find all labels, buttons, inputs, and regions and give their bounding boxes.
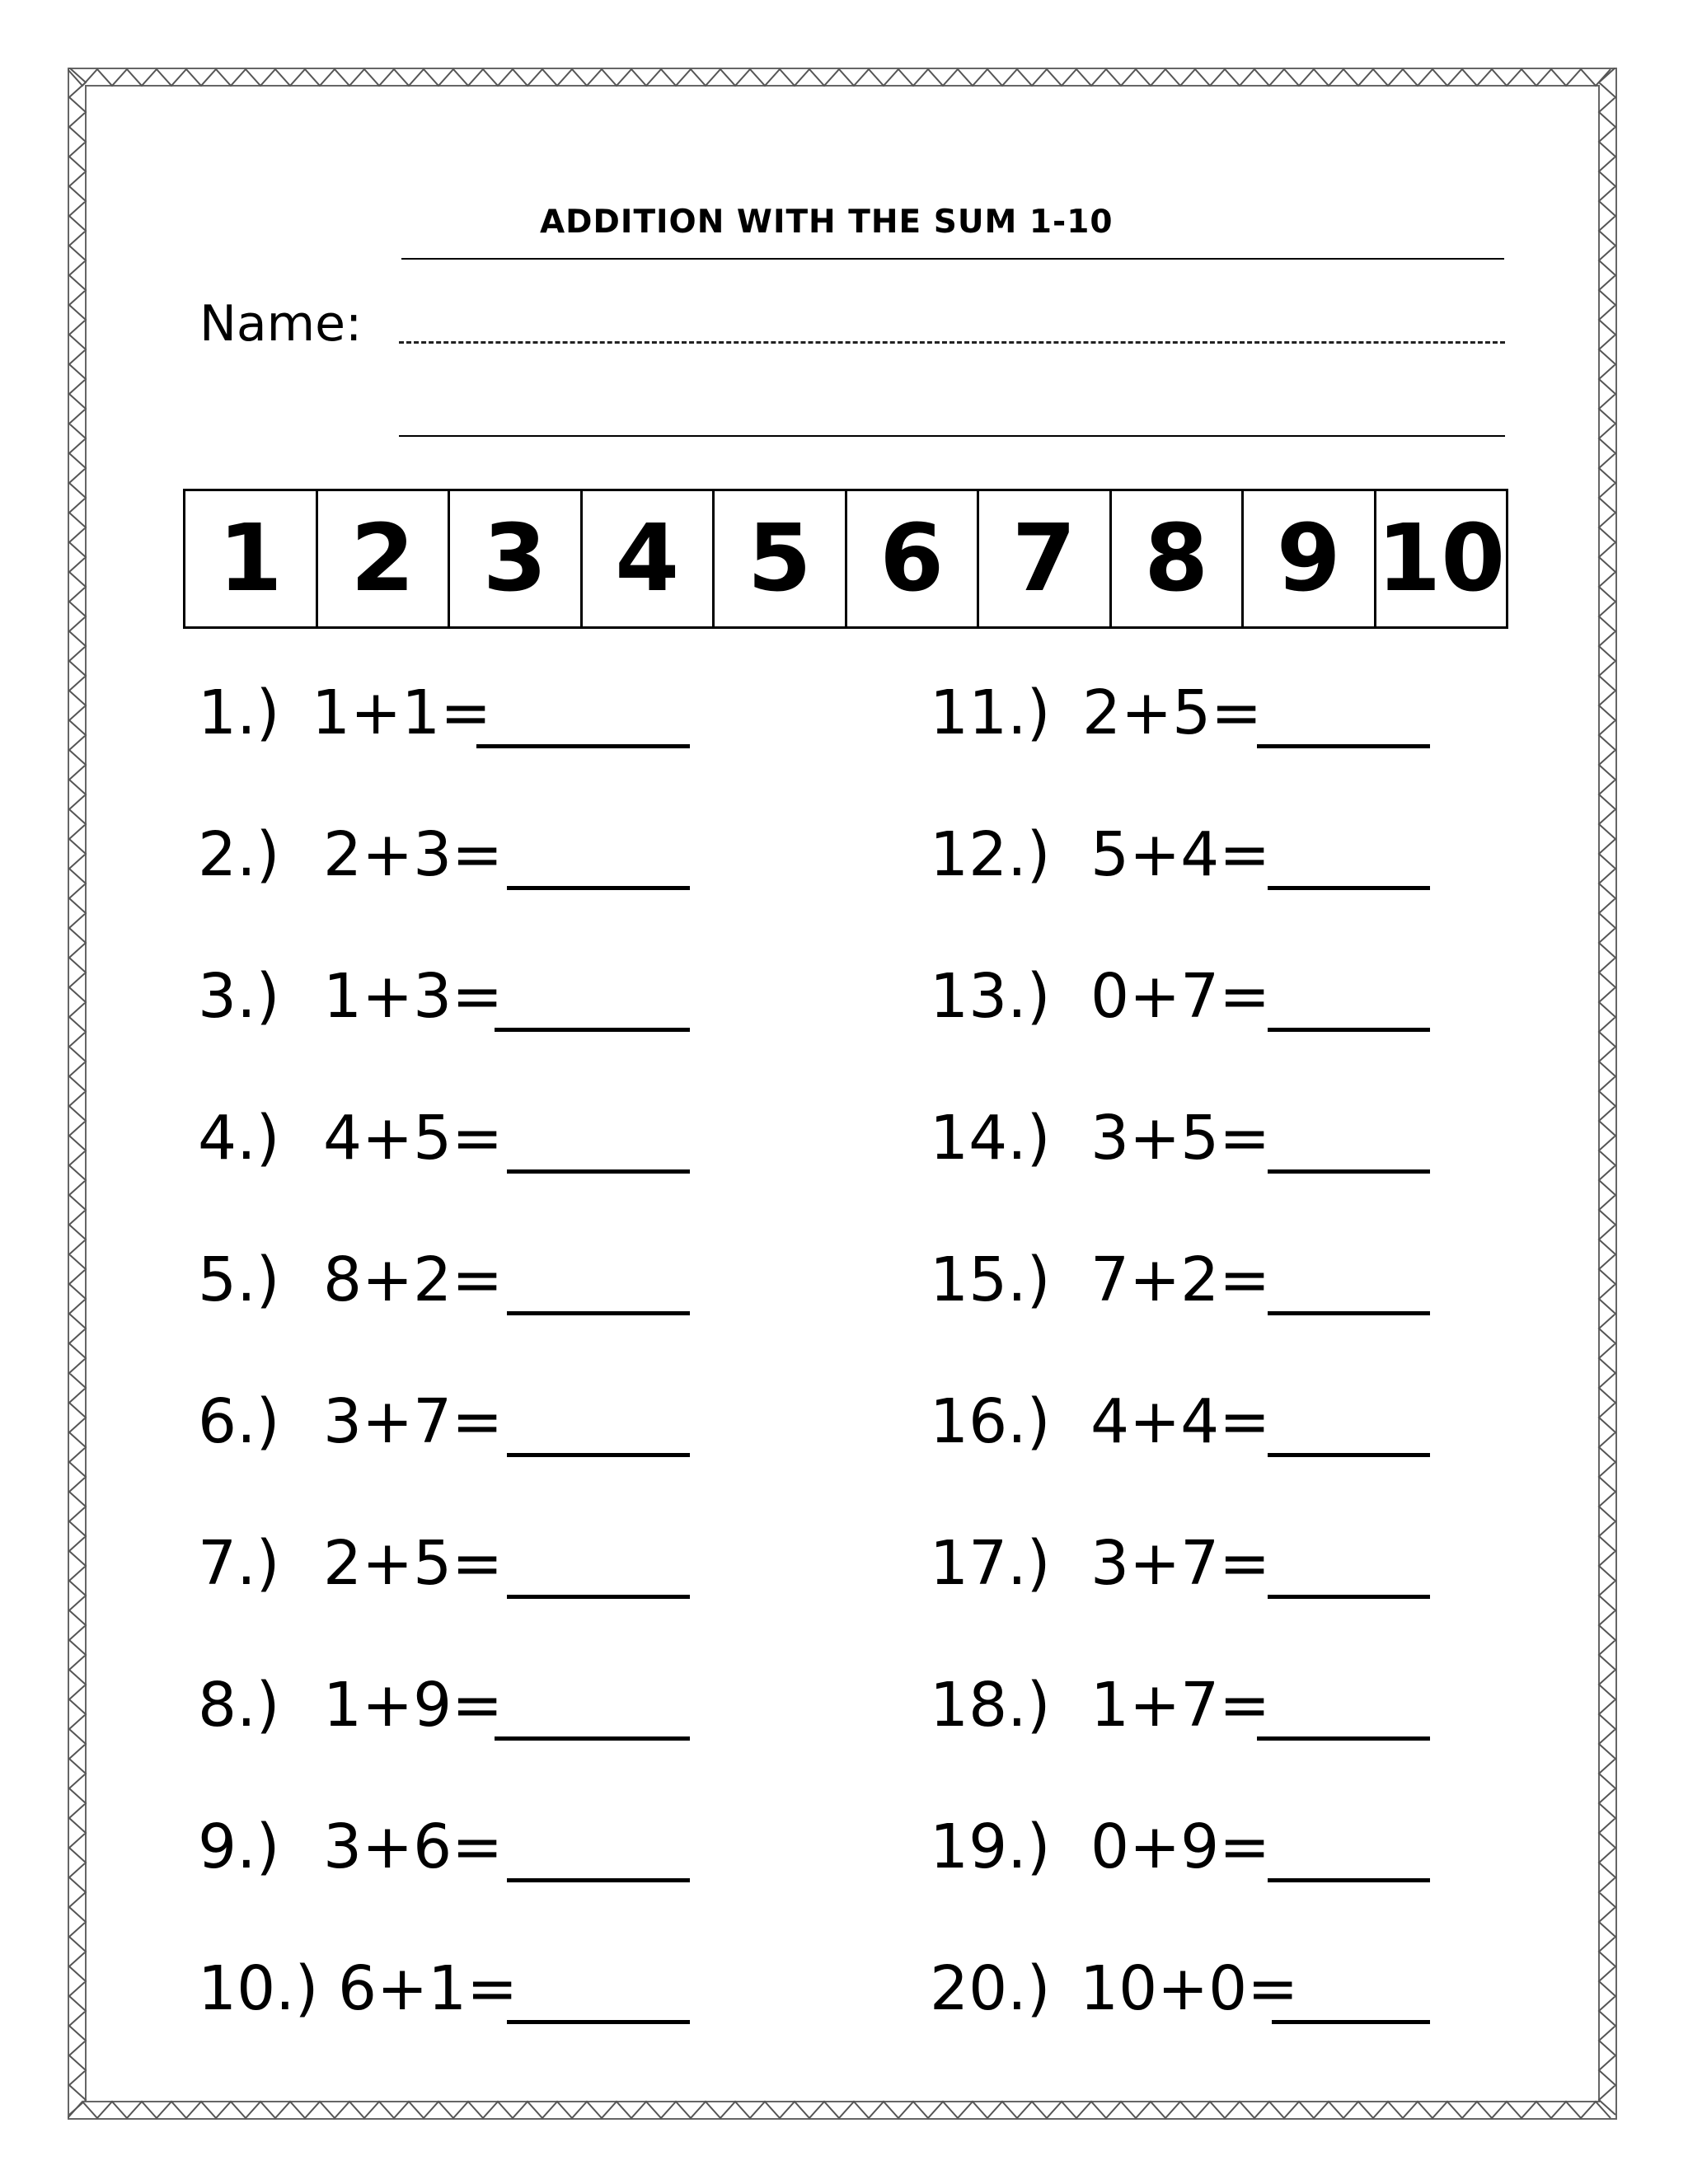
- problem-number: 4.): [198, 1103, 280, 1174]
- problem-expression: 3+7=: [323, 1386, 504, 1457]
- answer-blank[interactable]: [1268, 1311, 1430, 1315]
- name-label: Name:: [199, 295, 363, 353]
- problem-item: [198, 1664, 709, 1746]
- answer-blank[interactable]: [476, 744, 690, 748]
- problem-item: [198, 1380, 709, 1463]
- worksheet-title: ADDITION WITH THE SUM 1-10: [540, 204, 1114, 241]
- problem-item: [930, 1522, 1457, 1605]
- answer-blank[interactable]: [1268, 1595, 1430, 1599]
- problem-item: [930, 1380, 1457, 1463]
- problem-expression: 1+3=: [323, 961, 504, 1032]
- problem-number: 3.): [198, 961, 280, 1032]
- problem-number: 12.): [930, 819, 1051, 890]
- problem-item: [198, 1806, 709, 1888]
- problem-item: [930, 1664, 1457, 1746]
- number-cell: 4: [583, 491, 715, 626]
- problem-expression: 7+2=: [1090, 1244, 1271, 1315]
- answer-blank[interactable]: [507, 1878, 690, 1882]
- problem-number: 18.): [930, 1670, 1051, 1741]
- problem-item: [198, 1522, 709, 1605]
- answer-blank[interactable]: [1272, 2020, 1430, 2024]
- problem-item: [930, 672, 1457, 754]
- number-cell: 3: [450, 491, 583, 626]
- name-field-dashed-line[interactable]: [399, 341, 1505, 344]
- problem-expression: 0+7=: [1090, 961, 1271, 1032]
- problem-expression: 3+6=: [323, 1811, 504, 1882]
- answer-blank[interactable]: [507, 1169, 690, 1174]
- number-cell: 7: [979, 491, 1112, 626]
- number-cell: 9: [1244, 491, 1376, 626]
- problem-expression: 1+7=: [1090, 1670, 1271, 1741]
- problem-expression: 1+9=: [323, 1670, 504, 1741]
- answer-blank[interactable]: [495, 1736, 690, 1741]
- answer-blank[interactable]: [507, 1453, 690, 1457]
- answer-blank[interactable]: [507, 1595, 690, 1599]
- answer-blank[interactable]: [1268, 1878, 1430, 1882]
- answer-blank[interactable]: [507, 886, 690, 890]
- number-cell: 10: [1376, 505, 1506, 612]
- problem-expression: 3+5=: [1090, 1103, 1271, 1174]
- number-cell: 5: [715, 491, 847, 626]
- problem-number: 15.): [930, 1244, 1051, 1315]
- answer-blank[interactable]: [1268, 886, 1430, 890]
- problem-number: 20.): [930, 1953, 1051, 2024]
- problem-number: 2.): [198, 819, 280, 890]
- problem-number: 11.): [930, 677, 1051, 748]
- problem-number: 19.): [930, 1811, 1051, 1882]
- problem-item: [930, 813, 1457, 896]
- answer-blank[interactable]: [1257, 1736, 1430, 1741]
- answer-blank[interactable]: [1268, 1453, 1430, 1457]
- problem-item: [930, 1806, 1457, 1888]
- problem-item: [198, 813, 709, 896]
- problem-number: 16.): [930, 1386, 1051, 1457]
- problem-expression: 1+1=: [312, 677, 492, 748]
- answer-blank[interactable]: [1268, 1028, 1430, 1032]
- problem-expression: 3+7=: [1090, 1528, 1271, 1599]
- problem-expression: 4+4=: [1090, 1386, 1271, 1457]
- problem-expression: 10+0=: [1080, 1953, 1299, 2024]
- problem-item: [198, 1239, 709, 1321]
- answer-blank[interactable]: [495, 1028, 690, 1032]
- answer-blank[interactable]: [507, 1311, 690, 1315]
- problem-item: [930, 1097, 1457, 1179]
- problem-number: 17.): [930, 1528, 1051, 1599]
- problem-item: [198, 955, 709, 1038]
- problem-expression: 4+5=: [323, 1103, 504, 1174]
- problem-expression: 8+2=: [323, 1244, 504, 1315]
- problem-number: 8.): [198, 1670, 280, 1741]
- problem-expression: 6+1=: [338, 1953, 518, 2024]
- problem-number: 1.): [198, 677, 280, 748]
- title-underline: [401, 258, 1504, 260]
- number-cell: 8: [1112, 491, 1245, 626]
- answer-blank[interactable]: [1257, 744, 1430, 748]
- problem-number: 5.): [198, 1244, 280, 1315]
- problem-number: 14.): [930, 1103, 1051, 1174]
- problem-expression: 5+4=: [1090, 819, 1271, 890]
- number-cell: 6: [847, 491, 980, 626]
- name-field-underline: [399, 435, 1505, 437]
- problem-item: [198, 1947, 709, 2030]
- problem-item: [198, 1097, 709, 1179]
- problem-number: 13.): [930, 961, 1051, 1032]
- problem-expression: 2+5=: [1082, 677, 1263, 748]
- answer-blank[interactable]: [507, 2020, 690, 2024]
- problem-expression: 2+5=: [323, 1528, 504, 1599]
- problem-item: [198, 672, 709, 754]
- problem-number: 9.): [198, 1811, 280, 1882]
- problem-number: 10.): [198, 1953, 319, 2024]
- number-cell: 1: [185, 491, 318, 626]
- problem-expression: 0+9=: [1090, 1811, 1271, 1882]
- problem-number: 7.): [198, 1528, 280, 1599]
- problem-item: [930, 1947, 1457, 2030]
- problem-number: 6.): [198, 1386, 280, 1457]
- answer-blank[interactable]: [1268, 1169, 1430, 1174]
- problem-item: [930, 1239, 1457, 1321]
- number-line-table: [183, 489, 1508, 629]
- problem-item: [930, 955, 1457, 1038]
- number-cell: 2: [318, 491, 451, 626]
- problem-expression: 2+3=: [323, 819, 504, 890]
